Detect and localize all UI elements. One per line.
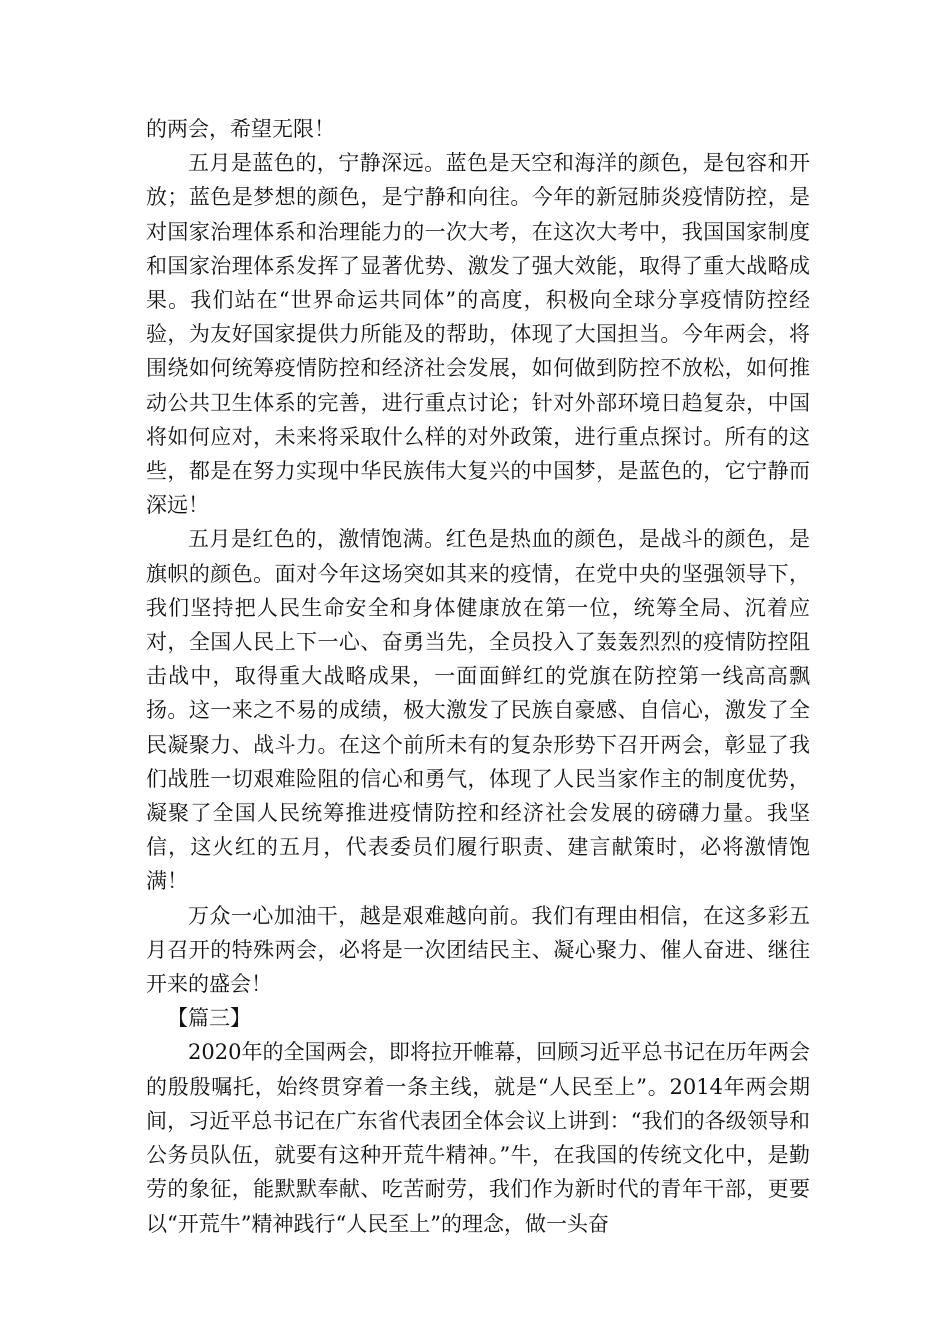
section-title: 【篇三】 xyxy=(167,1006,251,1031)
paragraph-blue-may: 五月是蓝色的，宁静深远。蓝色是天空和海洋的颜色，是包容和开放；蓝色是梦想的颜色，是宁静和向往。今年的新冠肺炎疫情防控，是对国家治理体系和治理能力的一次大考，在这次大考中，我国国家制度和国家治理体系发挥了显著优势、激发了强大效能，取得了重大战略成果。我们站在“世界命运共同体”的高度，积极向全球分享疫情防控经验，为友好国家提供力所能及的帮助，体现了大国担当。今年两会，将围绕如何统筹疫情防控和经济社会发展，如何做到防控不放松，如何推动公共卫生体系的完善，进行重点讨论；针对外部环境日趋复杂，中国将如何应对，未来将采取什么样的对外政策，进行重点探讨。所有的这些，都是在努力实现中华民族伟大复兴的中国梦，是蓝色的，它宁静而深远！ xyxy=(146,151,810,518)
paragraph-red-may: 五月是红色的，激情饱满。红色是热血的颜色，是战斗的颜色，是旗帜的颜色。面对今年这场突如其来的疫情，在党中央的坚强领导下，我们坚持把人民生命安全和身体健康放在第一位，统筹全局、沉着应对，全国人民上下一心、奋勇当先，全员投入了轰轰烈烈的疫情防控阻击战中，取得重大战略成果，一面面鲜红的党旗在防控第一线高高飘扬。这一来之不易的成绩，极大激发了民族自豪感、自信心，激发了全民凝聚力、战斗力。在这个前所未有的复杂形势下召开两会，彰显了我们战胜一切艰难险阻的信心和勇气，体现了人民当家作主的制度优势，凝聚了全国人民统筹推进疫情防控和经济社会发展的磅礴力量。我坚信，这火红的五月，代表委员们履行职责、建言献策时，必将激情饱满！ xyxy=(146,527,810,894)
paragraph-section-three: 2020年的全国两会，即将拉开帷幕，回顾习近平总书记在历年两会的殷殷嘱托，始终贯穿着一条主线，就是“人民至上”。2014年两会期间，习近平总书记在广东省代表团全体会议上讲到：“我们的各级领导和公务员队伍，就要有这种开荒牛精神。”牛，在我国的传统文化中，是勤劳的象征，能默默奉献、吃苦耐劳，我们作为新时代的青年干部，更要以“开荒牛”精神践行“人民至上”的理念，做一头奋 xyxy=(146,1040,810,1236)
paragraph-continuation: 的两会，希望无限！ xyxy=(146,117,335,141)
document-page xyxy=(146,112,810,1241)
paragraph-conclusion: 万众一心加油干，越是艰难越向前。我们有理由相信，在这多彩五月召开的特殊两会，必将是一次团结民主、凝心聚力、催人奋进、继往开来的盛会！ xyxy=(146,903,810,997)
